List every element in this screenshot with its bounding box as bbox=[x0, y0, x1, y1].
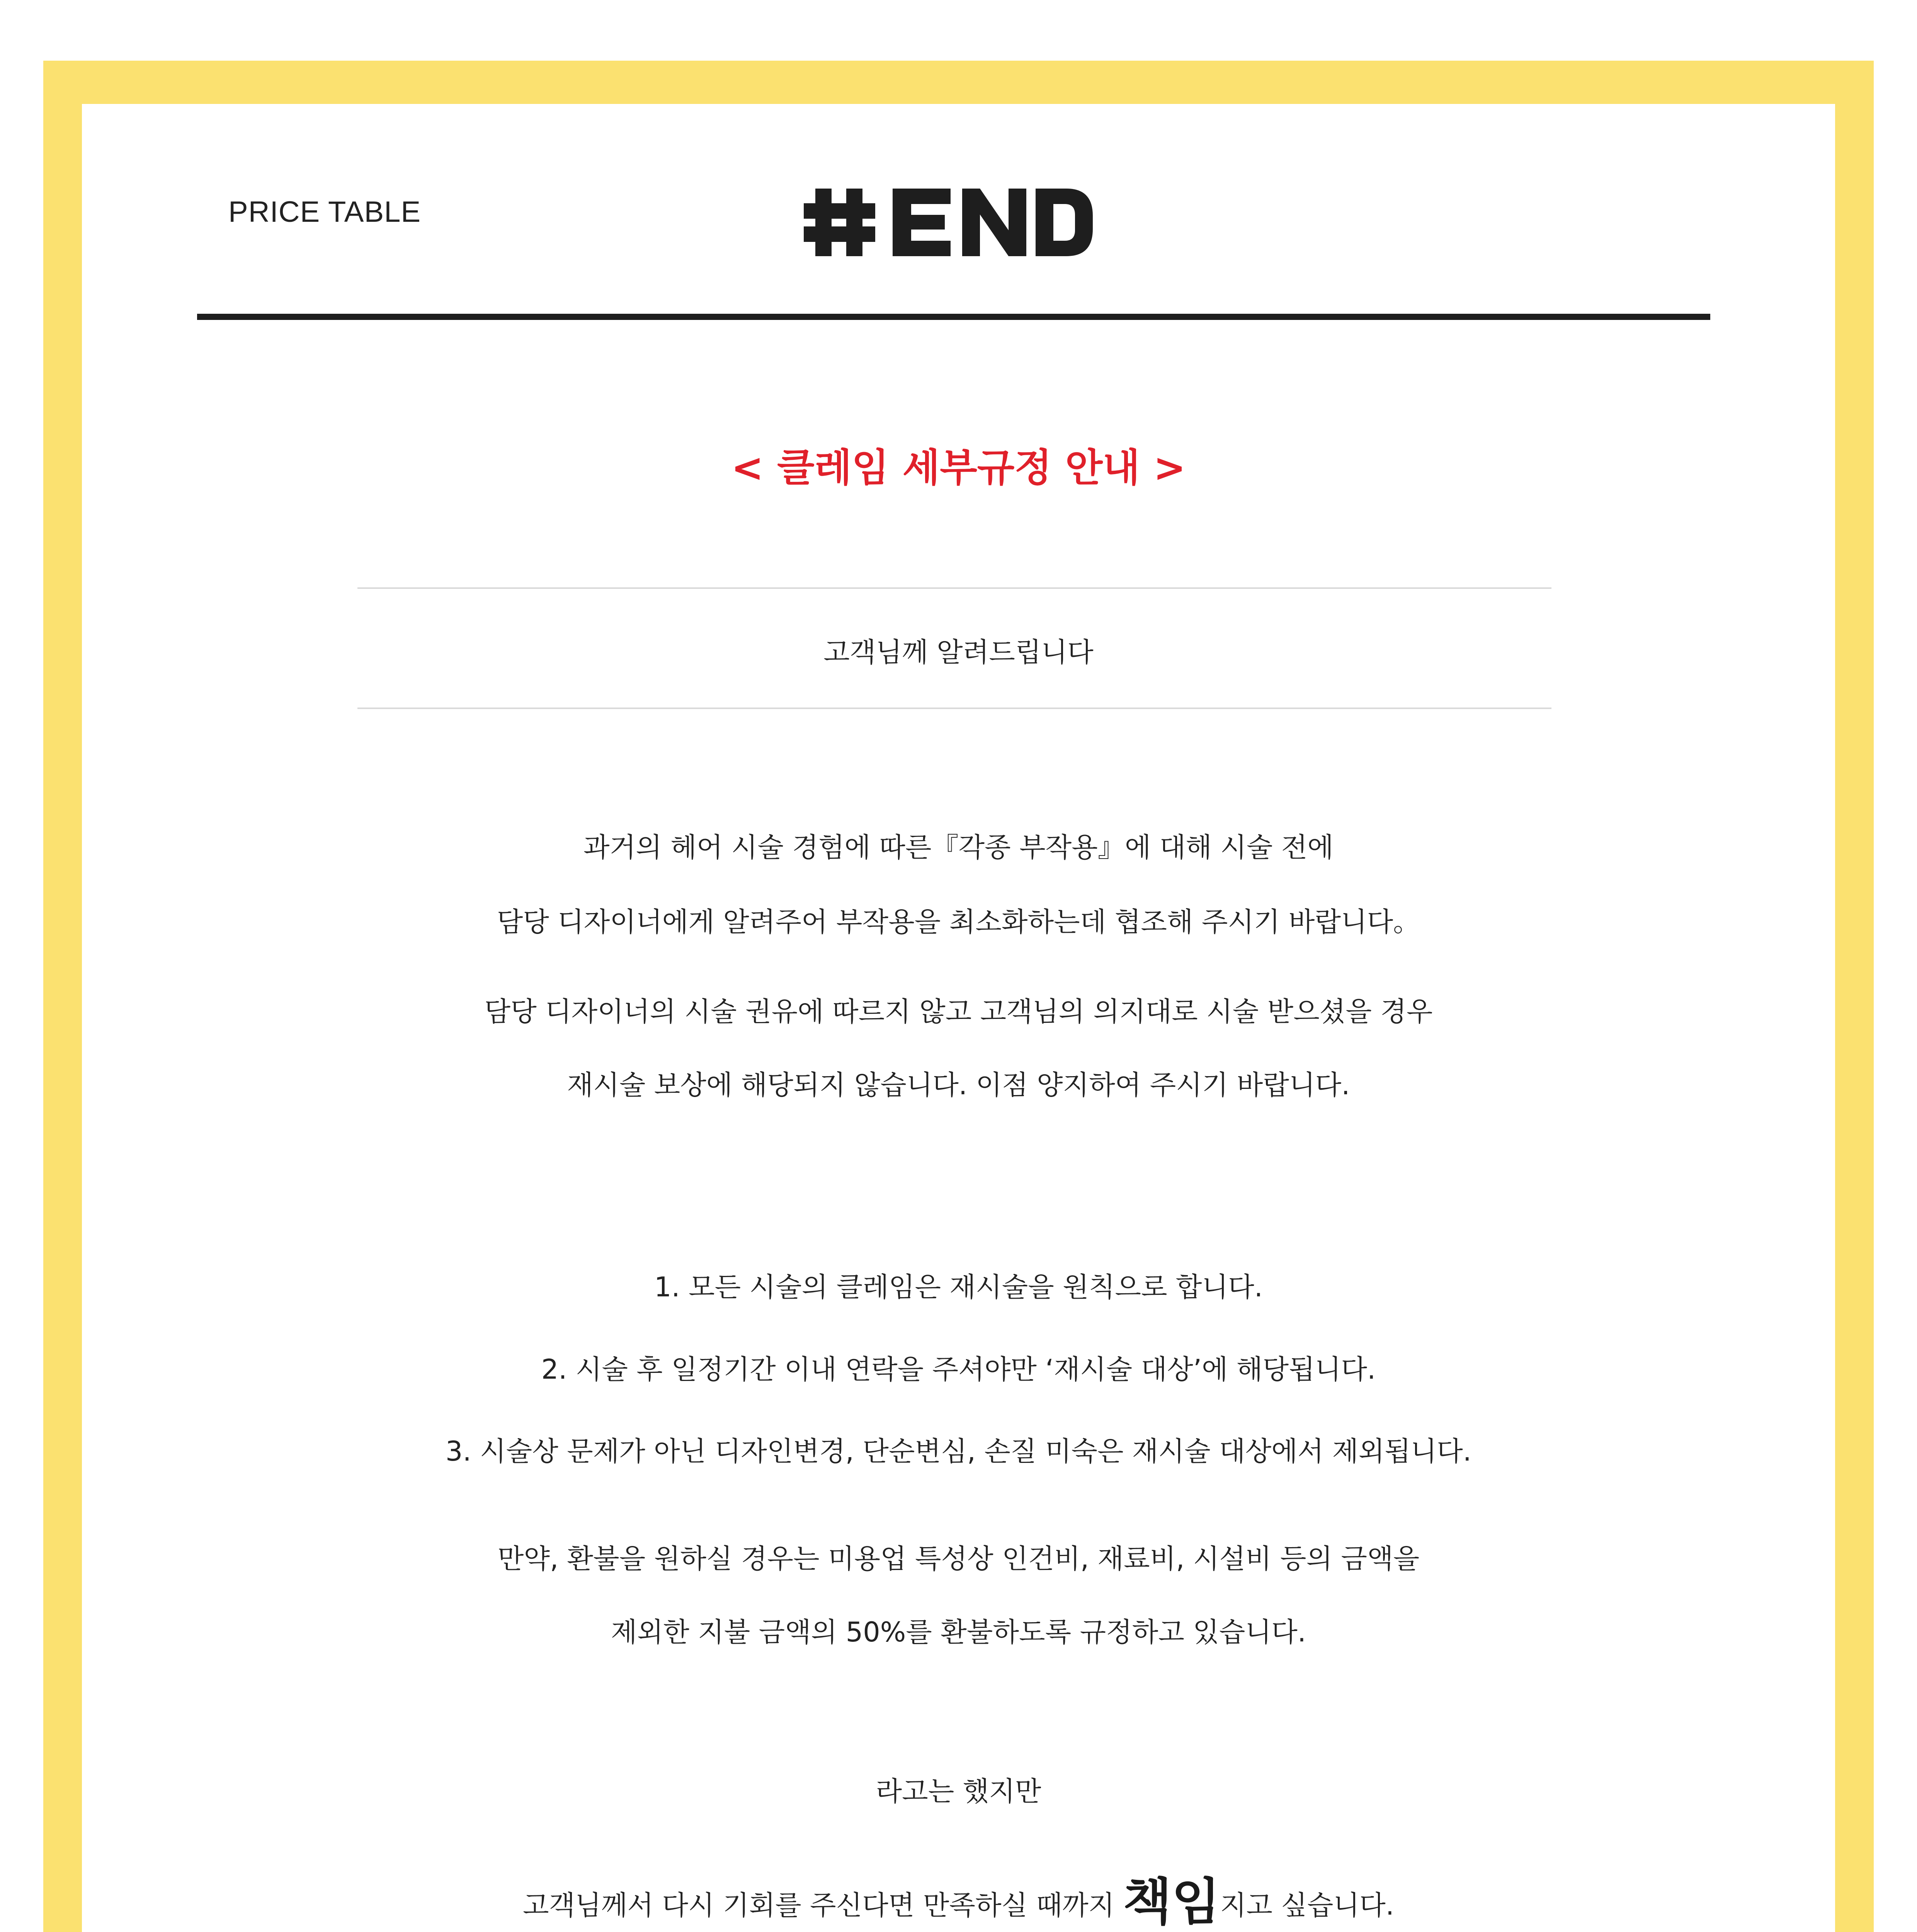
subtitle-bottom-rule bbox=[357, 707, 1551, 709]
rule-item: 3. 시술상 문제가 아닌 디자인변경, 단순변심, 손질 미숙은 재시술 대상에서 제외됩니다. bbox=[445, 1435, 1472, 1467]
paragraph-line: 담당 디자이너의 시술 권유에 따르지 않고 고객님의 의지대로 시술 받으셨을 경우 bbox=[484, 996, 1433, 1027]
promise-text-after: 지고 싶습니다. bbox=[1220, 1889, 1394, 1921]
refund-line: 만약, 환불을 원하실 경우는 미용업 특성상 인건비, 재료비, 시설비 등의 금액을 bbox=[497, 1543, 1420, 1575]
header-divider bbox=[197, 314, 1710, 320]
refund-line: 제외한 지불 금액의 50%를 환불하도록 규정하고 있습니다. bbox=[611, 1616, 1306, 1648]
subtitle-top-rule bbox=[357, 587, 1551, 589]
rule-item: 1. 모든 시술의 클레임은 재시술을 원칙으로 합니다. bbox=[654, 1271, 1263, 1303]
price-table-label: PRICE TABLE bbox=[228, 196, 421, 228]
promise-text-before: 고객님께서 다시 기회를 주신다면 만족하실 때까지 bbox=[523, 1889, 1123, 1921]
end-logo bbox=[804, 185, 1094, 262]
promise-emphasis: 책임 bbox=[1123, 1872, 1220, 1931]
paragraph-line: 재시술 보상에 해당되지 않습니다. 이점 양지하여 주시기 바랍니다. bbox=[567, 1069, 1350, 1101]
notice-subtitle: 고객님께 알려드립니다 bbox=[823, 636, 1094, 668]
notice-title: < 클레임 세부규정 안내 > bbox=[731, 445, 1186, 490]
promise-line: 라고는 했지만 bbox=[876, 1776, 1041, 1807]
rule-item: 2. 시술 후 일정기간 이내 연락을 주셔야만 ‘재시술 대상’에 해당됩니다. bbox=[541, 1354, 1376, 1385]
promise-sentence bbox=[0, 1862, 1917, 1932]
paragraph-line: 담당 디자이너에게 알려주어 부작용을 최소화하는데 협조해 주시기 바랍니다。 bbox=[497, 906, 1420, 938]
paragraph-line: 과거의 헤어 시술 경험에 따른『각종 부작용』에 대해 시술 전에 bbox=[583, 832, 1334, 863]
